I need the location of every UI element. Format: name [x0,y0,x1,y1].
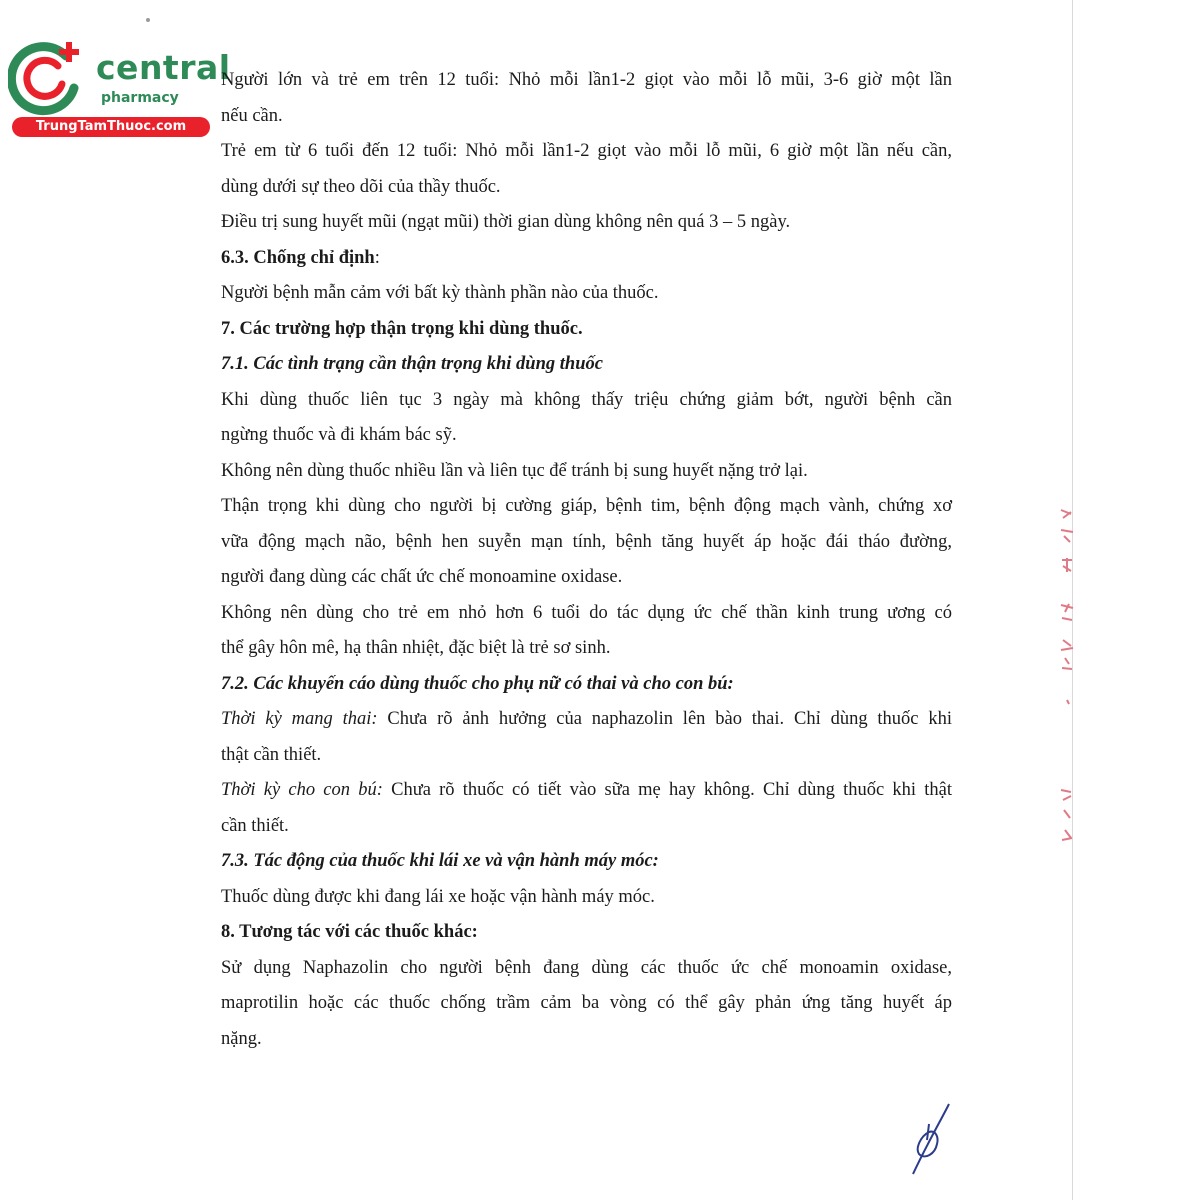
section-heading-7-1: 7.1. Các tình trạng cần thận trọng khi dùng thuốc [221,354,603,374]
logo-website-bar: TrungTamThuoc.com [12,117,210,137]
central-pharmacy-logo [8,38,231,138]
signature-mark [905,1100,961,1180]
document-body [221,63,952,1057]
logo-brand: central [96,48,231,87]
section-heading-6-3 [221,241,952,277]
text-line: Người bệnh mẫn cảm với bất kỳ thành phần nào của thuốc. [221,283,659,303]
text-line [221,702,952,738]
scan-speck [146,18,150,22]
text-line: cần thiết. [221,815,289,836]
text-line: maprotilin hoặc các thuốc chống trầm cảm ba vòng có thể gây phản ứng tăng huyết áp [221,993,952,1013]
term-label: Thời kỳ mang thai: [221,709,378,729]
text-line: thật cần thiết. [221,744,322,765]
term-text: Chưa rõ ảnh hưởng của naphazolin lên bào thai. Chỉ dùng thuốc khi [377,709,952,729]
text-line: Thận trọng khi dùng cho người bị cường giáp, bệnh tim, bệnh động mạch vành, chứng xơ [221,496,952,516]
margin-stamp-marks [1055,500,1083,850]
heading-text: 6.3. Chống chỉ định [221,247,375,268]
section-heading-7: 7. Các trường hợp thận trọng khi dùng thuốc. [221,318,583,339]
text-line: Điều trị sung huyết mũi (ngạt mũi) thời gian dùng không nên quá 3 – 5 ngày. [221,212,791,232]
text-line [221,773,952,809]
text-line: Không nên dùng thuốc nhiều lần và liên tục để tránh bị sung huyết nặng trở lại. [221,460,808,481]
section-heading-8: 8. Tương tác với các thuốc khác: [221,922,478,942]
text-line: Không nên dùng cho trẻ em nhỏ hơn 6 tuổi do tác dụng ức chế thần kinh trung ương có [221,602,952,623]
section-heading-7-2: 7.2. Các khuyến cáo dùng thuốc cho phụ nữ có thai và cho con bú: [221,673,734,694]
term-text: Chưa rõ thuốc có tiết vào sữa mẹ hay không. Chỉ dùng thuốc khi thật [382,780,952,800]
text-line: Sử dụng Naphazolin cho người bệnh đang dùng các thuốc ức chế monoamin oxidase, [221,957,952,978]
text-line: Thuốc dùng được khi đang lái xe hoặc vận hành máy móc. [221,886,655,907]
text-line: dùng dưới sự theo dõi của thầy thuốc. [221,176,501,197]
text-line: Khi dùng thuốc liên tục 3 ngày mà không thấy triệu chứng giảm bớt, người bệnh cần [221,389,952,410]
heading-colon: : [374,247,380,268]
text-line: thể gây hôn mê, hạ thân nhiệt, đặc biệt là trẻ sơ sinh. [221,638,611,658]
text-line: nặng. [221,1028,262,1049]
section-heading-7-3: 7.3. Tác động của thuốc khi lái xe và vận hành máy móc: [221,851,659,871]
logo-subtitle: pharmacy [101,90,179,106]
text-line: vữa động mạch não, bệnh hen suyễn mạn tính, bệnh tăng huyết áp hoặc đái tháo đường, [221,531,952,552]
text-line: nếu cần. [221,105,283,126]
text-line: người đang dùng các chất ức chế monoamine oxidase. [221,567,623,587]
text-line: Trẻ em từ 6 tuổi đến 12 tuổi: Nhỏ mỗi lần1-2 giọt vào mỗi lỗ mũi, 6 giờ một lần nếu cần, [221,141,952,161]
text-line: Người lớn và trẻ em trên 12 tuổi: Nhỏ mỗi lần1-2 giọt vào mỗi lỗ mũi, 3-6 giờ một lần [221,70,952,90]
term-label: Thời kỳ cho con bú: [221,780,383,800]
logo-mark-icon [8,38,98,118]
text-line: ngừng thuốc và đi khám bác sỹ. [221,425,457,445]
